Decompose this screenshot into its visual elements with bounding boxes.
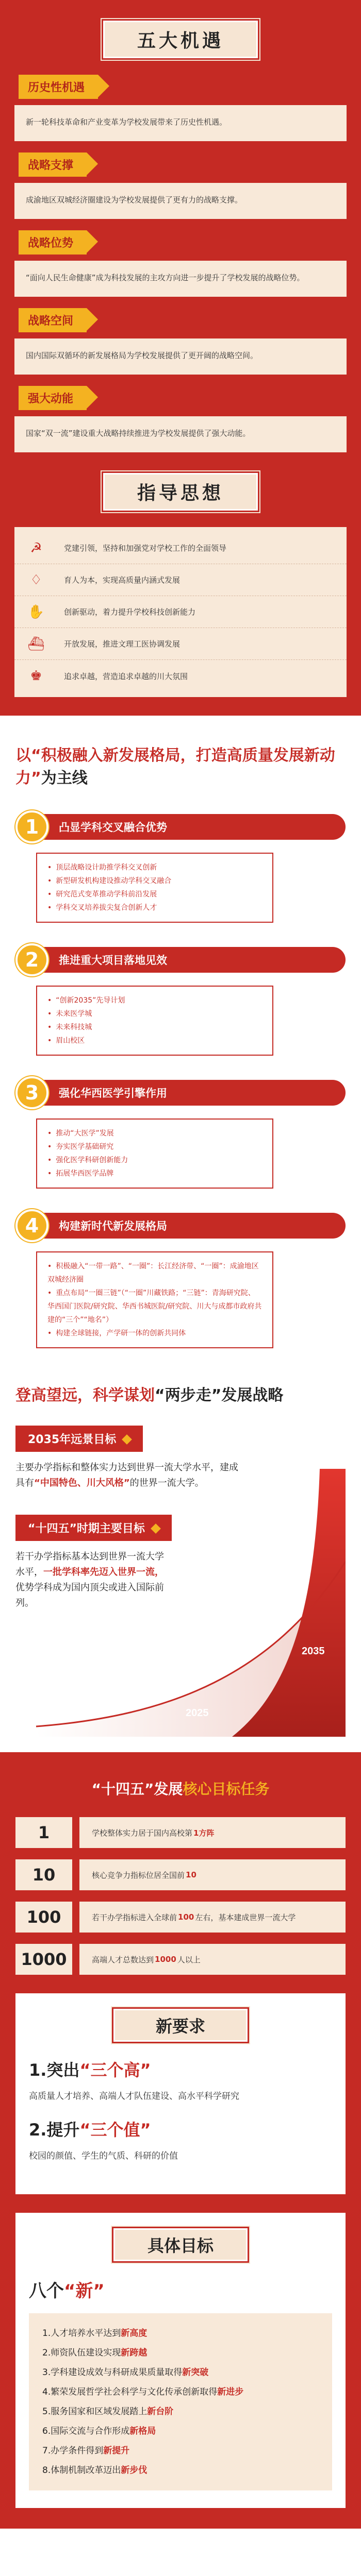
specific-goal-item bbox=[42, 2402, 319, 2421]
point-item: • 未来医学城 bbox=[47, 1007, 262, 1021]
specific-goal-highlight: 新高度 bbox=[121, 2328, 147, 2338]
step1-text: 主要办学指标和整体实力达到世界一流大学水平，建成具有“中国特色、川大风格”的世界一流大学。 bbox=[15, 1462, 238, 1488]
main-line-item bbox=[15, 1209, 346, 1348]
core-goal-text-post: 人以上 bbox=[177, 1955, 201, 1964]
specific-goal-text: 2.师资队伍建设实现 bbox=[42, 2348, 121, 2358]
opportunity-text: 新一轮科技革命和产业变革为学校发展带来了历史性机遇。 bbox=[14, 105, 347, 141]
number-badge: 4 bbox=[15, 1209, 48, 1242]
core-goal-row bbox=[15, 1859, 346, 1890]
core-goal-text-pre: 若干办学指标进入全球前 bbox=[92, 1912, 177, 1922]
main-line-item-title: 推进重大项目落地见效 bbox=[38, 947, 346, 973]
party-emblem-icon: ☭ bbox=[30, 540, 42, 556]
main-line-title: 以“积极融入新发展格局，打造高质量发展新动力”为主线 bbox=[15, 747, 335, 787]
specific-goal-item bbox=[42, 2421, 319, 2441]
specific-goal-item bbox=[42, 2363, 319, 2382]
number-badge: 2 bbox=[15, 943, 48, 976]
point-item: • 构建全球链接，产学研一体的创新共同体 bbox=[47, 1327, 262, 1340]
lightbulb-icon: ♢ bbox=[30, 572, 42, 588]
requirement-1-title: 1.突出“三个高” bbox=[29, 2060, 151, 2080]
main-line-item-title: 凸显学科交叉融合优势 bbox=[38, 814, 346, 840]
core-goals-panel bbox=[0, 1752, 361, 2529]
point-item: • 推动“大医学”发展 bbox=[47, 1127, 262, 1140]
point-item: • 积极融入“一带一路”、“一圈”：长江经济带、“一圈”：成渝地区双城经济圈 bbox=[47, 1260, 262, 1286]
main-line-head bbox=[15, 810, 346, 843]
core-goal-number: 1000 bbox=[15, 1944, 72, 1975]
specific-goal-text: 5.服务国家和区域发展踏上 bbox=[42, 2406, 147, 2417]
requirements-card bbox=[15, 1993, 346, 2194]
opportunities-title: 五大机遇 bbox=[103, 21, 258, 58]
specific-goal-item bbox=[42, 2324, 319, 2343]
main-line-item bbox=[15, 810, 346, 923]
point-item: • 重点布局“一圈三链”（“一圈”川藏铁路；“三链”：青海研究院、华西国门医院/研究院、华西书城医院/研究院、川大与成都市政府共建的“三个”“地名”） bbox=[47, 1286, 262, 1327]
core-goals-title: “十四五”发展核心目标任务 bbox=[91, 1781, 270, 1798]
opportunities-panel bbox=[0, 0, 361, 716]
opportunities-list bbox=[14, 75, 347, 452]
guidance-text: 党建引领，坚持和加强党对学校工作的全面领导 bbox=[64, 544, 227, 553]
core-goal-text-highlight: 10 bbox=[186, 1870, 196, 1879]
core-goal-row bbox=[15, 1944, 346, 1975]
opportunity-item bbox=[14, 230, 347, 297]
specific-goal-highlight: 新进步 bbox=[217, 2387, 244, 2397]
core-goal-number: 10 bbox=[15, 1859, 72, 1890]
opportunity-item bbox=[14, 75, 347, 141]
ship-icon: ⛴ bbox=[27, 636, 45, 652]
point-item: • 强化医学科研创新能力 bbox=[47, 1154, 262, 1167]
core-goal-text bbox=[79, 1902, 346, 1933]
main-line-item-title: 构建新时代新发展格局 bbox=[38, 1213, 346, 1239]
main-line-head bbox=[15, 1209, 346, 1242]
core-goal-text-pre: 学校整体实力居于国内高校第 bbox=[92, 1828, 193, 1838]
opportunity-tag: 战略支撑 bbox=[19, 152, 87, 177]
point-item: • 顶层战略设计助推学科交叉创新 bbox=[47, 861, 262, 874]
specific-goals-card bbox=[15, 2213, 346, 2508]
opportunity-text: 国家“双一流”建设重大战略持续推进为学校发展提供了强大动能。 bbox=[14, 416, 347, 452]
opportunity-item bbox=[14, 386, 347, 452]
core-goal-row bbox=[15, 1902, 346, 1933]
requirement-2-body: 校园的颜值、学生的气质、科研的价值 bbox=[29, 2151, 178, 2161]
opportunity-text: “面向人民生命健康”成为科技发展的主攻方向进一步提升了学校发展的战略位势。 bbox=[14, 261, 347, 297]
number-badge: 1 bbox=[15, 810, 48, 843]
opportunity-tag: 历史性机遇 bbox=[19, 75, 98, 99]
core-goals-list bbox=[15, 1817, 346, 1975]
specific-goal-highlight: 新突破 bbox=[182, 2367, 209, 2378]
core-goal-text bbox=[79, 1817, 346, 1848]
two-steps-section bbox=[0, 1369, 361, 1737]
specific-goal-item bbox=[42, 2441, 319, 2461]
main-line-list bbox=[15, 810, 346, 1348]
point-item: • 未来科技城 bbox=[47, 1021, 262, 1034]
main-line-item-title: 强化华西医学引擎作用 bbox=[38, 1080, 346, 1106]
core-goal-text-highlight: 100 bbox=[178, 1912, 194, 1922]
handshake-icon: ✋ bbox=[27, 604, 45, 620]
core-goal-number: 100 bbox=[15, 1902, 72, 1933]
guidance-list bbox=[14, 527, 347, 697]
main-line-head bbox=[15, 943, 346, 976]
core-goal-text-post: 左右，基本建成世界一流大学 bbox=[195, 1912, 296, 1922]
point-item: • 新型研发机构建设推动学科交叉融合 bbox=[47, 874, 262, 888]
specific-goal-item bbox=[42, 2382, 319, 2402]
opportunity-item bbox=[14, 308, 347, 375]
specific-goal-text: 3.学科建设成效与科研成果质量取得 bbox=[42, 2367, 183, 2378]
specific-goal-item bbox=[42, 2343, 319, 2363]
specific-goal-highlight: 新提升 bbox=[103, 2446, 130, 2456]
requirement-1-body: 高质量人才培养、高端人才队伍建设、高水平科学研究 bbox=[29, 2091, 239, 2102]
requirement-2-title: 2.提升“三个值” bbox=[29, 2120, 151, 2140]
requirements-title: 新要求 bbox=[113, 2009, 248, 2042]
specific-goal-highlight: 新跨越 bbox=[121, 2348, 147, 2358]
two-steps-title: 登高望远，科学谋划“两步走”发展战略 bbox=[15, 1386, 284, 1404]
guidance-row bbox=[14, 596, 347, 628]
people-icon: ♚ bbox=[30, 668, 42, 684]
guidance-row bbox=[14, 660, 347, 692]
opportunity-text: 国内国际双循环的新发展格局为学校发展提供了更开阔的战略空间。 bbox=[14, 338, 347, 375]
opportunity-item bbox=[14, 152, 347, 219]
specific-goal-text: 4.繁荣发展哲学社会科学与文化传承创新取得 bbox=[42, 2387, 218, 2397]
year-2025-label: 2025 bbox=[186, 1707, 209, 1719]
main-line-points bbox=[36, 1118, 273, 1189]
step1-label: 2035年远景目标 bbox=[15, 1426, 143, 1452]
diamond-icon bbox=[122, 1434, 132, 1445]
core-goal-text bbox=[79, 1944, 346, 1975]
number-badge: 3 bbox=[15, 1076, 48, 1109]
guidance-title: 指导思想 bbox=[103, 473, 258, 511]
main-line-item bbox=[15, 943, 346, 1056]
diamond-icon bbox=[151, 1523, 161, 1534]
specific-goal-text: 8.体制机制改革迈出 bbox=[42, 2465, 121, 2476]
year-2035-label: 2035 bbox=[302, 1646, 325, 1657]
core-goal-text bbox=[79, 1859, 346, 1890]
guidance-text: 开放发展，推进文理工医协调发展 bbox=[64, 639, 180, 649]
point-item: • 眉山校区 bbox=[47, 1034, 262, 1047]
specific-goal-text: 6.国际交流与合作形成 bbox=[42, 2426, 130, 2436]
core-goal-row bbox=[15, 1817, 346, 1848]
core-goal-number: 1 bbox=[15, 1817, 72, 1848]
step2-label: “十四五”时期主要目标 bbox=[15, 1515, 172, 1541]
specific-goals-list bbox=[29, 2313, 332, 2490]
core-goal-text-highlight: 1000 bbox=[155, 1955, 176, 1964]
main-line-head bbox=[15, 1076, 346, 1109]
steps-graphic bbox=[15, 1407, 346, 1737]
eight-new-title: 八个“新” bbox=[29, 2281, 105, 2301]
main-line-section bbox=[0, 716, 361, 1369]
guidance-row bbox=[14, 532, 347, 564]
specific-goal-item bbox=[42, 2461, 319, 2480]
step2-text: 若干办学指标基本达到世界一流大学水平，一批学科率先迈入世界一流，优势学科成为国内顶尖或进入国际前列。 bbox=[15, 1551, 164, 1608]
guidance-text: 育人为本，实现高质量内涵式发展 bbox=[64, 575, 180, 585]
specific-goal-text: 7.办学条件得到 bbox=[42, 2446, 104, 2456]
opportunity-text: 成渝地区双城经济圈建设为学校发展提供了更有力的战略支撑。 bbox=[14, 183, 347, 219]
guidance-text: 创新驱动，着力提升学校科技创新能力 bbox=[64, 607, 196, 617]
opportunity-tag: 战略空间 bbox=[19, 308, 87, 332]
specific-goal-highlight: 新台阶 bbox=[147, 2406, 174, 2417]
core-goal-text-highlight: 1方阵 bbox=[193, 1828, 215, 1838]
point-item: • 研究范式变革推动学科前沿发展 bbox=[47, 888, 262, 901]
specific-goal-highlight: 新步伐 bbox=[121, 2465, 147, 2476]
guidance-section bbox=[14, 473, 347, 697]
opportunity-tag: 强大动能 bbox=[19, 386, 87, 410]
main-line-points bbox=[36, 853, 273, 923]
point-item: • 夯实医学基础研究 bbox=[47, 1140, 262, 1154]
specific-goals-title: 具体目标 bbox=[113, 2228, 248, 2261]
specific-goal-highlight: 新格局 bbox=[129, 2426, 156, 2436]
core-goal-text-pre: 高端人才总数达到 bbox=[92, 1955, 154, 1964]
guidance-text: 追求卓越，营造追求卓越的川大氛围 bbox=[64, 671, 188, 681]
opportunity-tag: 战略位势 bbox=[19, 230, 87, 255]
point-item: • 学科交叉培养拔尖复合创新人才 bbox=[47, 901, 262, 914]
main-line-item bbox=[15, 1076, 346, 1189]
guidance-row bbox=[14, 564, 347, 596]
point-item: • “创新2035”先导计划 bbox=[47, 994, 262, 1007]
specific-goal-text: 1.人才培养水平达到 bbox=[42, 2328, 121, 2338]
main-line-points bbox=[36, 1251, 273, 1348]
core-goal-text-pre: 核心竞争力指标位居全国前 bbox=[92, 1870, 185, 1880]
point-item: • 拓展华西医学品牌 bbox=[47, 1167, 262, 1180]
guidance-row bbox=[14, 628, 347, 660]
main-line-points bbox=[36, 986, 273, 1056]
